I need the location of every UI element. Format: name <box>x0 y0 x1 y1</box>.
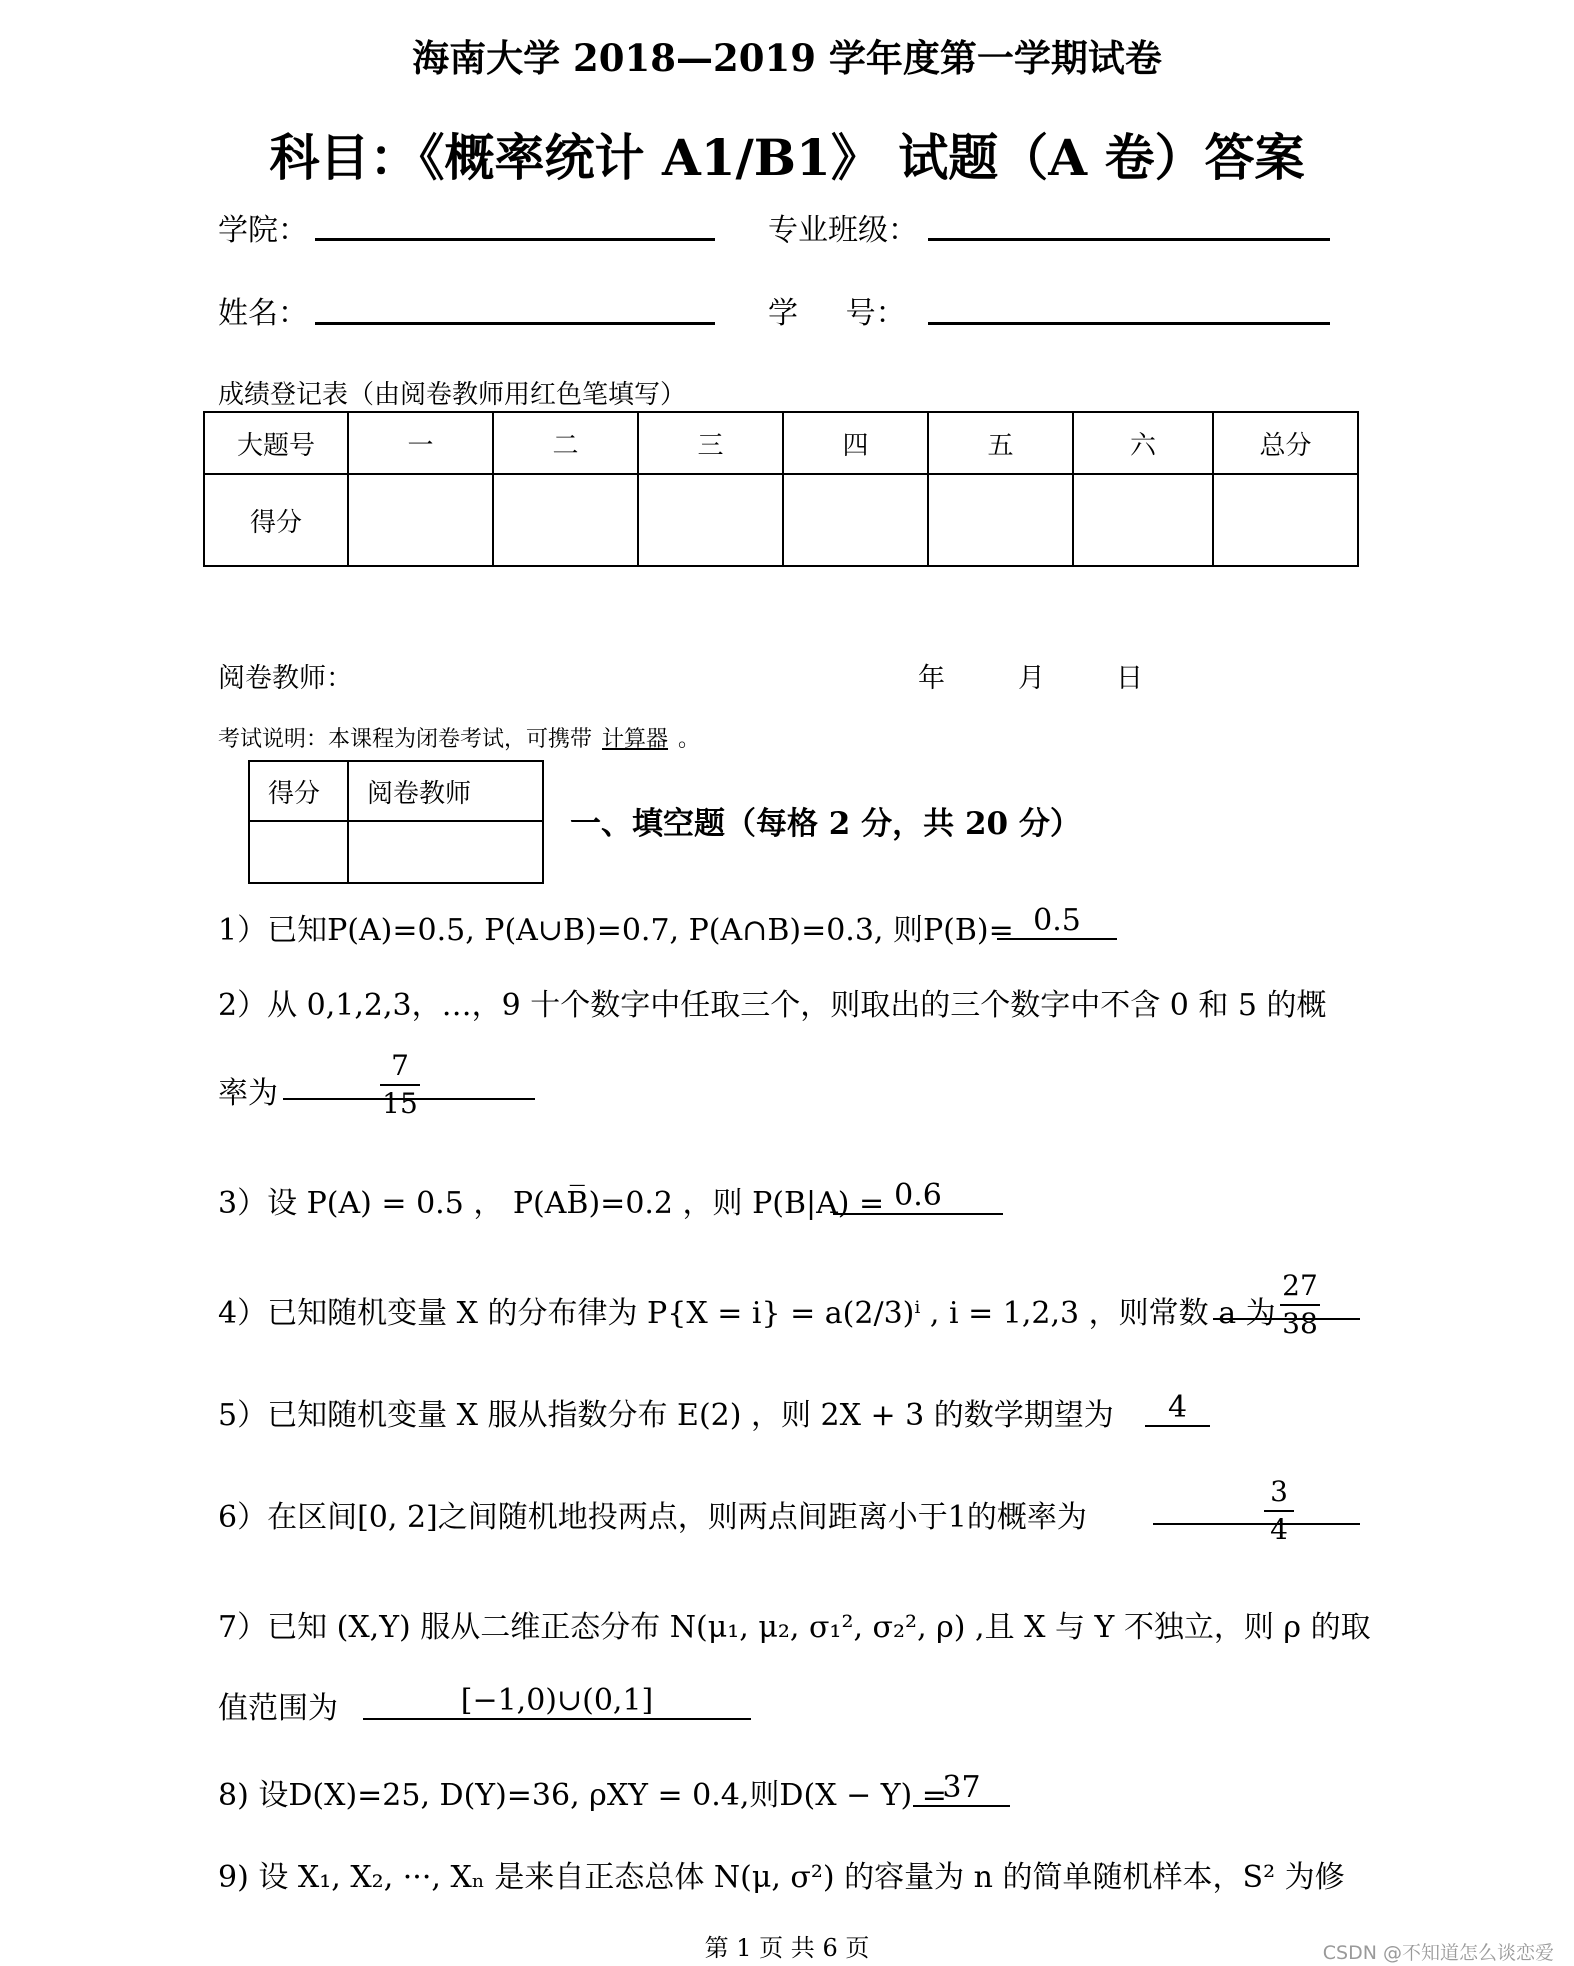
grade-header-cell: 五 <box>928 412 1073 474</box>
month-label: 月 <box>1018 663 1045 694</box>
question-5: 5）已知随机变量 X 服从指数分布 E(2) ，则 2X + 3 的数学期望为 <box>218 1398 1114 1433</box>
answer-2-numerator: 7 <box>391 1049 409 1082</box>
question-1: 1）已知P(A)=0.5, P(A∪B)=0.7, P(A∩B)=0.3, 则P(B)= <box>218 913 1014 948</box>
score-cell[interactable] <box>928 474 1073 566</box>
student-id-field[interactable] <box>928 322 1330 325</box>
student-id-label: 学 号： <box>768 296 906 331</box>
answer-4-denominator: 38 <box>1282 1307 1318 1340</box>
question-4: 4）已知随机变量 X 的分布律为 P{X = i} = a(2/3)ⁱ , i = 1,2,3 ，则常数 a 为 <box>218 1296 1276 1331</box>
grade-table-caption: 成绩登记表（由阅卷教师用红色笔填写） <box>218 380 687 410</box>
grade-header-cell: 三 <box>638 412 783 474</box>
exam-note-suffix: 。 <box>678 727 701 752</box>
grade-header-cell: 六 <box>1073 412 1213 474</box>
answer-6 <box>1264 1476 1294 1546</box>
answer-2 <box>380 1050 420 1120</box>
section-grader-label: 阅卷教师 <box>348 761 543 821</box>
score-cell[interactable] <box>493 474 638 566</box>
answer-7: [−1,0)∪(0,1] <box>363 1683 751 1720</box>
answer-3: 0.6 <box>833 1178 1003 1215</box>
college-label: 学院： <box>218 213 308 248</box>
fraction-bar <box>1280 1304 1320 1306</box>
answer-4 <box>1280 1270 1320 1340</box>
grade-header-cell: 大题号 <box>204 412 348 474</box>
section-score-cell[interactable] <box>249 821 348 883</box>
grader-label: 阅卷教师： <box>218 663 353 694</box>
answer-8: 37 <box>913 1770 1010 1807</box>
answer-6-blank <box>1153 1523 1360 1525</box>
score-cell[interactable] <box>1213 474 1358 566</box>
question-7-line1: 7）已知 (X,Y) 服从二维正态分布 N(μ₁, μ₂, σ₁², σ₂², ρ) ,且 X 与 Y 不独立，则 ρ 的取 <box>218 1610 1371 1645</box>
grade-table <box>203 411 1359 567</box>
answer-6-numerator: 3 <box>1270 1475 1288 1508</box>
answer-5: 4 <box>1145 1390 1210 1427</box>
exam-note-item: 计算器 <box>602 727 669 752</box>
question-7-line2: 值范围为 <box>218 1691 338 1726</box>
fraction-bar <box>380 1084 420 1086</box>
subject-title: 科目：《概率统计 A1/B1》 试题（A 卷）答案 <box>269 128 1305 187</box>
exam-note <box>218 722 700 753</box>
grade-header-cell: 总分 <box>1213 412 1358 474</box>
score-cell[interactable] <box>348 474 493 566</box>
score-cell[interactable] <box>638 474 783 566</box>
answer-2-denominator: 15 <box>382 1087 418 1120</box>
question-3: 3）设 P(A) = 0.5 ， P(AB̅)=0.2 ，则 P(B|A) = <box>218 1186 885 1221</box>
question-6: 6）在区间[0, 2]之间随机地投两点，则两点间距离小于1的概率为 <box>218 1500 1087 1535</box>
major-class-label: 专业班级： <box>768 213 918 248</box>
name-label: 姓名： <box>218 296 308 331</box>
question-2-line1: 2）从 0,1,2,3，…，9 十个数字中任取三个，则取出的三个数字中不含 0 和 5 的概 <box>218 988 1327 1023</box>
college-field[interactable] <box>315 238 715 241</box>
exam-note-prefix: 考试说明：本课程为闭卷考试，可携带 <box>218 727 593 752</box>
section1-title: 一、填空题（每格 2 分，共 20 分） <box>570 806 1081 842</box>
grade-header-cell: 一 <box>348 412 493 474</box>
score-cell[interactable] <box>783 474 928 566</box>
question-2-line2: 率为 <box>218 1076 278 1111</box>
question-8: 8) 设D(X)=25, D(Y)=36, ρXY = 0.4,则D(X − Y) = <box>218 1778 947 1813</box>
grade-header-cell: 四 <box>783 412 928 474</box>
section-score-label: 得分 <box>249 761 348 821</box>
year-label: 年 <box>918 663 945 694</box>
score-cell[interactable] <box>1073 474 1213 566</box>
name-field[interactable] <box>315 322 715 325</box>
grade-table-header-row <box>204 412 1358 474</box>
answer-1: 0.5 <box>997 903 1117 940</box>
answer-6-denominator: 4 <box>1270 1513 1288 1546</box>
section-score-box <box>248 760 544 884</box>
exam-title: 海南大学 2018—2019 学年度第一学期试卷 <box>412 36 1162 80</box>
score-row-label: 得分 <box>204 474 348 566</box>
day-label: 日 <box>1116 663 1143 694</box>
major-class-field[interactable] <box>928 238 1330 241</box>
watermark: CSDN @不知道怎么谈恋爱 <box>1322 1942 1554 1964</box>
grade-header-cell: 二 <box>493 412 638 474</box>
grade-table-score-row <box>204 474 1358 566</box>
section-grader-cell[interactable] <box>348 821 543 883</box>
fraction-bar <box>1264 1510 1294 1512</box>
page-footer: 第 1 页 共 6 页 <box>704 1934 870 1962</box>
question-9: 9) 设 X₁, X₂, ···, Xₙ 是来自正态总体 N(μ, σ²) 的容量为 n 的简单随机样本，S² 为修 <box>218 1860 1345 1895</box>
answer-4-numerator: 27 <box>1282 1269 1318 1302</box>
